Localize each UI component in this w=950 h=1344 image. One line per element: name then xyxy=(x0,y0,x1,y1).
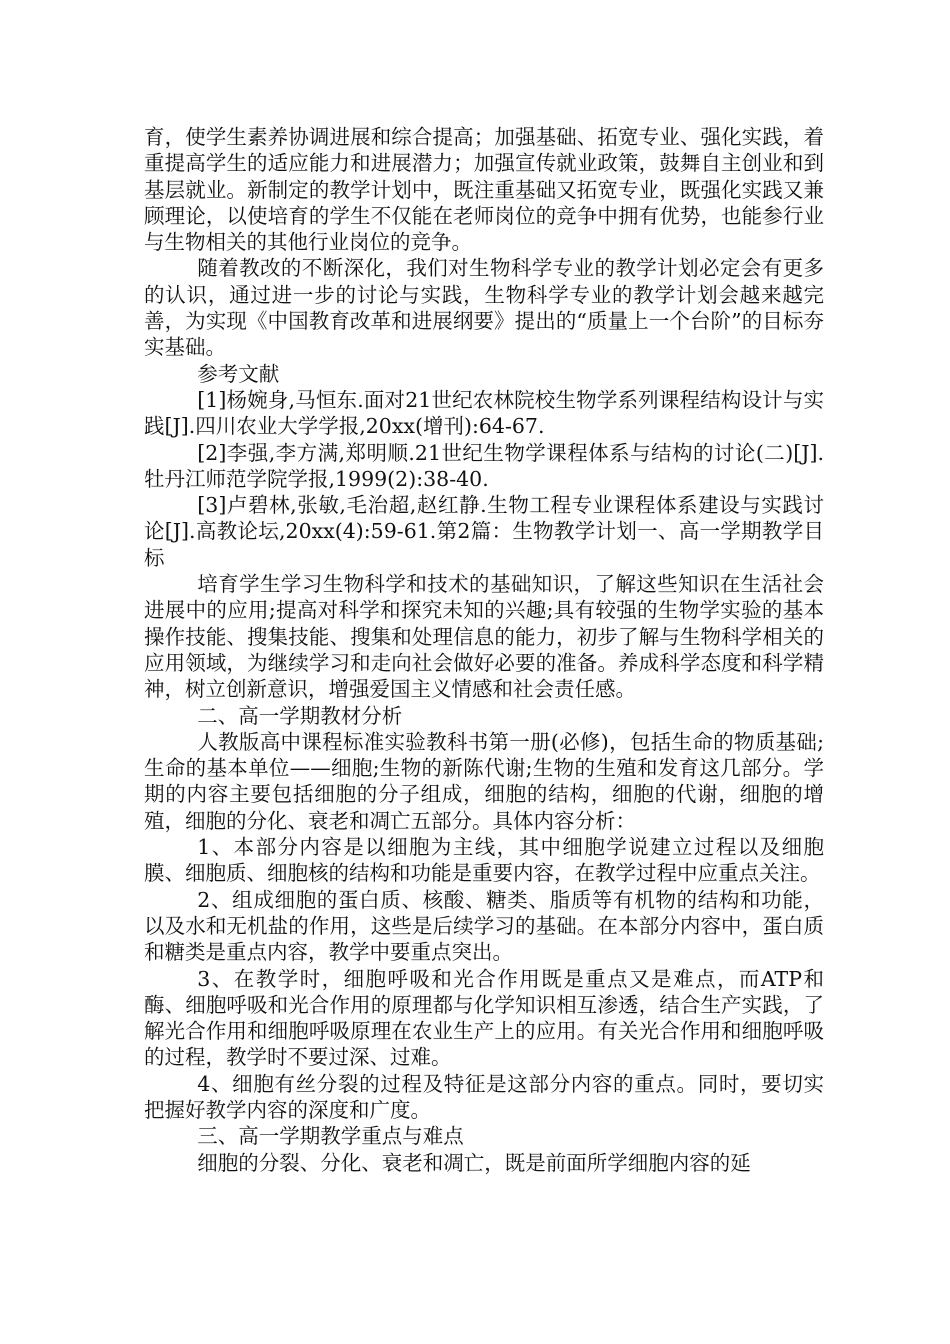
reference-3: [3]卢碧林,张敏,毛治超,赵红静.生物工程专业课程体系建设与实践讨论[J].高教论坛,20xx(4):59-61.第2篇：生物教学计划一、高一学期教学目标 xyxy=(144,493,824,570)
section-heading-textbook-analysis: 二、高一学期教材分析 xyxy=(197,703,403,728)
document-body xyxy=(144,124,824,1176)
reference-2: [2]李强,李方满,郑明顺.21世纪生物学课程体系与结构的讨论(二)[J].牡丹江师范学院学报,1999(2):38-40. xyxy=(144,440,824,491)
paragraph-teaching-goals: 培育学生学习生物科学和技术的基础知识，了解这些知识在生活社会进展中的应用;提高对科学和探究未知的兴趣;具有较强的生物学实验的基本操作技能、搜集技能、搜集和处理信息的能力，初步了解与生物科学相关的应用领域，为继续学习和走向社会做好必要的准备。养成科学态度和科学精神，树立创新意识，增强爱国主义情感和社会责任感。 xyxy=(144,572,824,702)
references-heading: 参考文献 xyxy=(197,361,280,386)
list-item-4: 4、细胞有丝分裂的过程及特征是这部分内容的重点。同时，要切实把握好教学内容的深度和广度。 xyxy=(144,1071,824,1122)
list-item-3: 3、在教学时，细胞呼吸和光合作用既是重点又是难点，而ATP和酶、细胞呼吸和光合作用的原理都与化学知识相互渗透，结合生产实践，了解光合作用和细胞呼吸原理在农业生产上的应用。有关光合作用和细胞呼吸的过程，教学时不要过深、过难。 xyxy=(144,966,824,1070)
section-heading-key-points: 三、高一学期教学重点与难点 xyxy=(197,1124,464,1149)
reference-1: [1]杨婉身,马恒东.面对21世纪农林院校生物学系列课程结构设计与实践[J].四川农业大学学报,20xx(增刊):64-67. xyxy=(144,387,824,439)
list-item-2: 2、组成细胞的蛋白质、核酸、糖类、脂质等有机物的结构和功能，以及水和无机盐的作用，这些是后续学习的基础。在本部分内容中，蛋白质和糖类是重点内容，教学中要重点突出。 xyxy=(144,887,824,965)
paragraph-key-points: 细胞的分裂、分化、衰老和凋亡，既是前面所学细胞内容的延 xyxy=(197,1150,751,1175)
list-item-1: 1、本部分内容是以细胞为主线，其中细胞学说建立过程以及细胞膜、细胞质、细胞核的结构和功能是重要内容，在教学过程中应重点关注。 xyxy=(144,835,824,886)
paragraph-textbook-overview: 人教版高中课程标准实验教科书第一册(必修)，包括生命的物质基础;生命的基本单位——细胞;生物的新陈代谢;生物的生殖和发育这几部分。学期的内容主要包括细胞的分子组成，细胞的结构，细胞的代谢，细胞的增殖，细胞的分化、衰老和凋亡五部分。具体内容分析： xyxy=(144,729,824,833)
paragraph-reform-outlook: 随着教改的不断深化，我们对生物科学专业的教学计划必定会有更多的认识，通过进一步的讨论与实践，生物科学专业的教学计划会越来越完善，为实现《中国教育改革和进展纲要》提出的“质量上一个台阶”的目标夯实基础。 xyxy=(144,256,824,360)
paragraph-education-goals: 育，使学生素养协调进展和综合提高；加强基础、拓宽专业、强化实践，着重提高学生的适应能力和进展潜力；加强宣传就业政策，鼓舞自主创业和到基层就业。新制定的教学计划中，既注重基础又拓宽专业，既强化实践又兼顾理论，以使培育的学生不仅能在老师岗位的竞争中拥有优势，也能参行业与生物相关的其他行业岗位的竞争。 xyxy=(144,125,824,255)
